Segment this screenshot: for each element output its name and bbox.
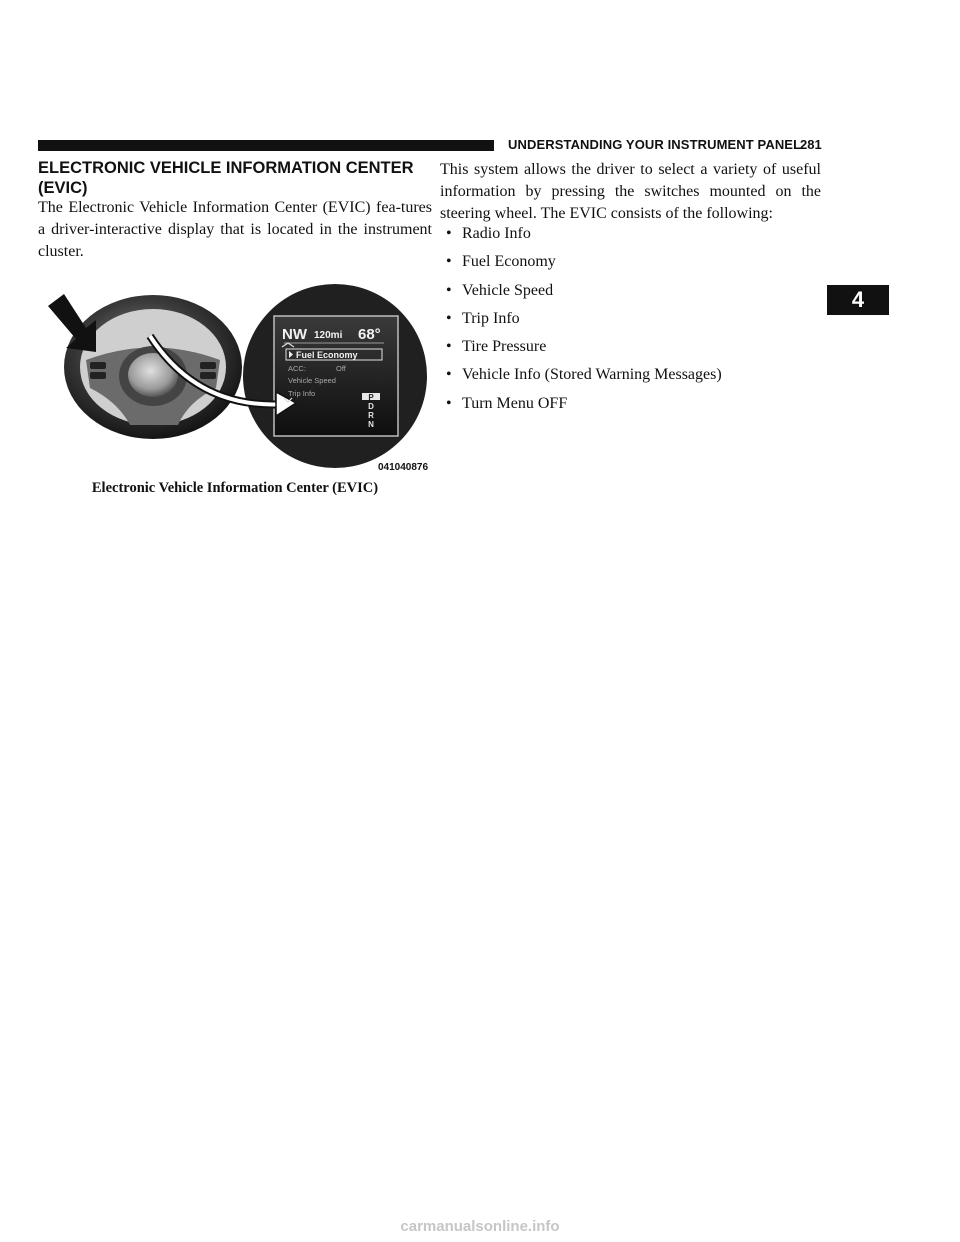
display-acc-label: ACC: [288,364,306,373]
display-item-trip-info: Trip Info [288,389,316,398]
list-item: • Vehicle Speed [446,280,722,308]
steering-wheel [64,295,242,439]
display-selected-item: Fuel Economy [296,350,358,360]
evic-figure [38,280,432,476]
bullet-icon: • [446,309,452,327]
page-number: 281 [800,137,822,152]
list-item: • Vehicle Info (Stored Warning Messages) [446,364,722,392]
gear-p: P [368,393,374,402]
section-heading: ELECTRONIC VEHICLE INFORMATION CENTER (EVIC) [38,159,414,197]
list-item: • Turn Menu OFF [446,393,722,421]
chapter-tab: 4 [827,285,889,315]
bullet-icon: • [446,253,452,271]
list-item: • Fuel Economy [446,251,722,279]
display-heading: NW [282,326,307,343]
gear-r: R [368,411,374,420]
bullet-icon: • [446,225,452,242]
figure-caption: Electronic Vehicle Information Center (EVIC) [91,480,379,496]
list-item: • Trip Info [446,308,722,336]
intro-paragraph: The Electronic Vehicle Information Center (EVIC) fea-tures a driver-interactive display that is located in the instrument cluster. [38,199,432,260]
gear-d: D [368,402,374,411]
running-header-title: UNDERSTANDING YOUR INSTRUMENT PANEL [508,137,802,152]
gear-n: N [368,420,374,429]
figure-id: 041040876 [378,462,429,473]
display-acc-value: Off [336,364,346,373]
bullet-icon: • [446,338,452,356]
evic-illustration [38,280,432,476]
bullet-icon: • [446,394,452,412]
display-item-vehicle-speed: Vehicle Speed [288,376,336,385]
list-item: • Tire Pressure [446,336,722,364]
list-item: • Radio Info [446,223,722,251]
evic-feature-list [446,223,722,421]
bullet-icon: • [446,366,452,384]
display-range: 120mi [314,330,343,341]
header-rule [38,140,494,151]
display-temperature: 68° [358,326,381,343]
system-description: This system allows the driver to select a variety of useful information by pressing the switches mounted on the steering wheel. The EVIC consists of the following: [440,161,821,222]
bullet-icon: • [446,281,452,299]
watermark: carmanualsonline.info [400,1218,560,1235]
